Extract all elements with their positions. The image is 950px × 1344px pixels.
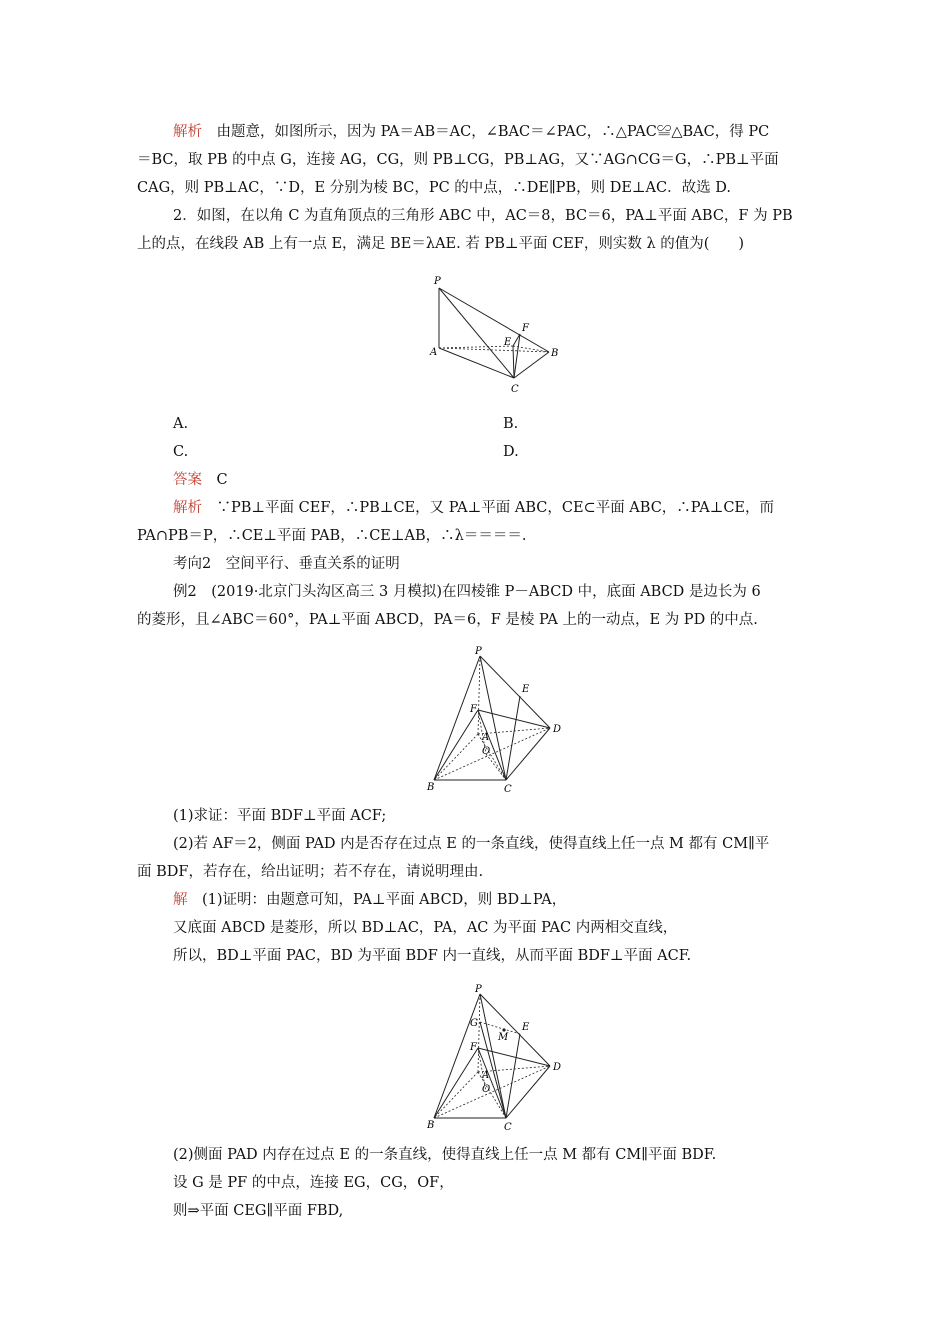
fig3-label-M: M <box>498 1032 509 1043</box>
fig1-label-B: B <box>551 348 559 359</box>
analysis-line-2: ＝BC，取 PB 的中点 G，连接 AG，CG，则 PB⊥CG，PB⊥AG，又∵AG∩CG＝G，∴PB⊥平面 <box>137 152 779 168</box>
solution-line-1 <box>173 890 566 910</box>
solution-line-3: 所以，BD⊥平面 PAC，BD 为平面 BDF 内一直线，从而平面 BDF⊥平面 ACF. <box>173 948 692 964</box>
fig3-label-C: C <box>504 1122 512 1133</box>
analysis2-text: ∵PB⊥平面 CEF，∴PB⊥CE，又 PA⊥平面 ABC，CE⊂平面 ABC，∴PA⊥CE，而 <box>216 500 775 516</box>
fig2-label-B: B <box>427 782 435 793</box>
question-part-2-line-2: 面 BDF，若存在，给出证明；若不存在，请说明理由. <box>137 864 484 880</box>
solution-line-2: 又底面 ABCD 是菱形，所以 BD⊥AC，PA，AC 为平面 PAC 内两相交直线， <box>173 920 678 936</box>
fig3-label-A: A <box>482 1070 490 1081</box>
fig3-label-F: F <box>470 1042 477 1053</box>
answer-tag: 答案 <box>173 472 202 488</box>
figure-quadrangular-pyramid <box>420 644 570 800</box>
fig2-label-O: O <box>482 746 491 757</box>
solution-tag: 解 <box>173 892 188 908</box>
figure-triangle-pyramid <box>425 268 565 398</box>
analysis-line-3: CAG，则 PB⊥AC，∵D，E 分别为棱 BC，PC 的中点，∴DE∥PB，则 DE⊥AC．故选 D. <box>137 180 731 196</box>
fig3-label-G: G <box>470 1018 478 1029</box>
fig1-label-F: F <box>522 323 529 334</box>
option-d: D. <box>503 444 519 460</box>
solution2-line-3: 则⇒平面 CEG∥平面 FBD, <box>173 1203 344 1219</box>
fig2-label-A: A <box>482 732 490 743</box>
option-b: B. <box>503 416 519 432</box>
fig3-label-D: D <box>553 1062 562 1073</box>
fig1-label-P: P <box>434 276 441 287</box>
example-2-line-2: 的菱形，且∠ABC＝60°，PA⊥平面 ABCD，PA＝6，F 是棱 PA 上的一动点，E 为 PD 的中点. <box>137 612 758 628</box>
analysis2-line-1 <box>173 498 774 518</box>
fig3-label-B: B <box>427 1120 435 1131</box>
answer-value: C <box>216 472 228 488</box>
solution2-line-2: 设 G 是 PF 的中点，连接 EG，CG，OF， <box>173 1175 454 1191</box>
example-2-line-1: 例2 (2019·北京门头沟区高三 3 月模拟)在四棱锥 P－ABCD 中，底面 ABCD 是边长为 6 <box>173 584 761 600</box>
fig3-label-P: P <box>475 984 482 995</box>
fig2-label-D: D <box>553 724 562 735</box>
analysis2-tag: 解析 <box>173 500 202 516</box>
section-heading: 考向2 空间平行、垂直关系的证明 <box>173 556 400 572</box>
analysis-tag: 解析 <box>173 124 202 140</box>
question-part-2-line-1: (2)若 AF＝2，侧面 PAD 内是否存在过点 E 的一条直线，使得直线上任一点 M 都有 CM∥平 <box>173 836 770 852</box>
answer-line <box>173 470 228 490</box>
fig2-label-P: P <box>475 646 482 657</box>
analysis2-line-2: PA∩PB＝P，∴CE⊥平面 PAB，∴CE⊥AB，∴λ＝＝＝＝. <box>137 528 527 544</box>
fig2-label-E: E <box>522 684 530 695</box>
fig3-label-E: E <box>522 1022 530 1033</box>
question-2-line-1: 2．如图，在以角 C 为直角顶点的三角形 ABC 中，AC＝8，BC＝6，PA⊥平面 ABC，F 为 PB <box>173 208 793 224</box>
analysis-text: 由题意，如图所示，因为 PA＝AB＝AC，∠BAC＝∠PAC，∴△PAC≌△BAC，得 PC <box>216 124 770 140</box>
question-part-1: (1)求证：平面 BDF⊥平面 ACF; <box>173 808 387 824</box>
fig1-label-A: A <box>430 347 438 358</box>
question-2-line-2: 上的点，在线段 AB 上有一点 E，满足 BE＝λAE. 若 PB⊥平面 CEF，则实数 λ 的值为( ) <box>137 236 745 252</box>
fig3-label-O: O <box>482 1084 491 1095</box>
figure-pyramid-with-G-M <box>420 982 570 1138</box>
solution-text: (1)证明：由题意可知，PA⊥平面 ABCD，则 BD⊥PA， <box>202 892 567 908</box>
fig1-label-C: C <box>511 384 519 395</box>
option-c: C. <box>173 444 189 460</box>
option-a: A. <box>173 416 189 432</box>
analysis-line-1 <box>173 122 769 142</box>
fig1-label-E: E <box>504 337 512 348</box>
fig2-label-C: C <box>504 784 512 795</box>
solution2-line-1: (2)侧面 PAD 内存在过点 E 的一条直线，使得直线上任一点 M 都有 CM∥平面 BDF. <box>173 1147 717 1163</box>
fig2-label-F: F <box>470 704 477 715</box>
